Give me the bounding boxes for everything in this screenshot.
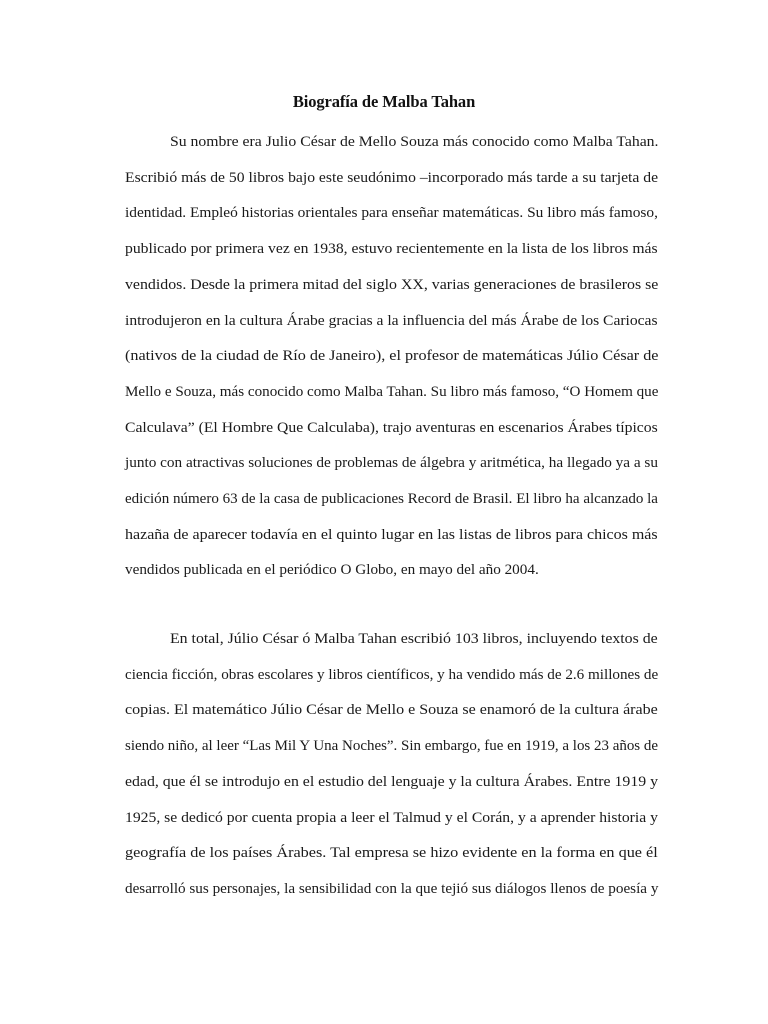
paragraph-line: identidad. Empleó historias orientales para enseñar matemáticas. Su libro más famoso, xyxy=(125,204,658,222)
paragraph-line: vendidos. Desde la primera mitad del siglo XX, varias generaciones de brasileros se xyxy=(125,275,659,293)
paragraph-line: publicado por primera vez en 1938, estuvo recientemente en la lista de los libros más xyxy=(125,240,658,258)
paragraph-line: vendidos publicada en el periódico O Globo, en mayo del año 2004. xyxy=(125,561,539,579)
paragraph-line: ciencia ficción, obras escolares y libros científicos, y ha vendido más de 2.6 millones de xyxy=(125,665,659,683)
paragraph-line: Escribió más de 50 libros bajo este seudónimo –incorporado más tarde a su tarjeta de xyxy=(125,168,659,186)
paragraph-line: Su nombre era Julio César de Mello Souza más conocido como Malba Tahan. xyxy=(170,133,659,150)
paragraph-line: junto con atractivas soluciones de problemas de álgebra y aritmética, ha llegado ya a su xyxy=(125,454,658,472)
paragraph-line: (nativos de la ciudad de Río de Janeiro), el profesor de matemáticas Júlio César de xyxy=(125,347,659,365)
paragraph-line: 1925, se dedicó por cuenta propia a leer el Talmud y el Corán, y a aprender historia y xyxy=(125,808,658,826)
document-title: Biografía de Malba Tahan xyxy=(292,92,476,111)
paragraph-line: edición número 63 de la casa de publicaciones Record de Brasil. El libro ha alcanzado la xyxy=(125,490,658,507)
paragraph-line: siendo niño, al leer “Las Mil Y Una Noches”. Sin embargo, fue en 1919, a los 23 años de xyxy=(125,737,658,755)
paragraph-line: edad, que él se introdujo en el estudio del lenguaje y la cultura Árabes. Entre 1919 y xyxy=(125,772,658,790)
paragraph-line: introdujeron en la cultura Árabe gracias a la influencia del más Árabe de los Cariocas xyxy=(125,311,658,329)
paragraph-line: hazaña de aparecer todavía en el quinto lugar en las listas de libros para chicos más xyxy=(125,525,658,543)
paragraph-line: geografía de los países Árabes. Tal empresa se hizo evidente en la forma en que él xyxy=(125,844,658,862)
paragraph-line: Mello e Souza, más conocido como Malba Tahan. Su libro más famoso, “O Homem que xyxy=(125,382,659,400)
paragraph-line: desarrolló sus personajes, la sensibilidad con la que tejió sus diálogos llenos de poesía y xyxy=(125,879,659,897)
paragraph-line: Calculava” (El Hombre Que Calculaba), trajo aventuras en escenarios Árabes típicos xyxy=(125,418,658,436)
paragraph-line: copias. El matemático Júlio César de Mello e Souza se enamoró de la cultura árabe xyxy=(125,701,658,719)
paragraph-line: En total, Júlio César ó Malba Tahan escribió 103 libros, incluyendo textos de xyxy=(170,630,658,647)
